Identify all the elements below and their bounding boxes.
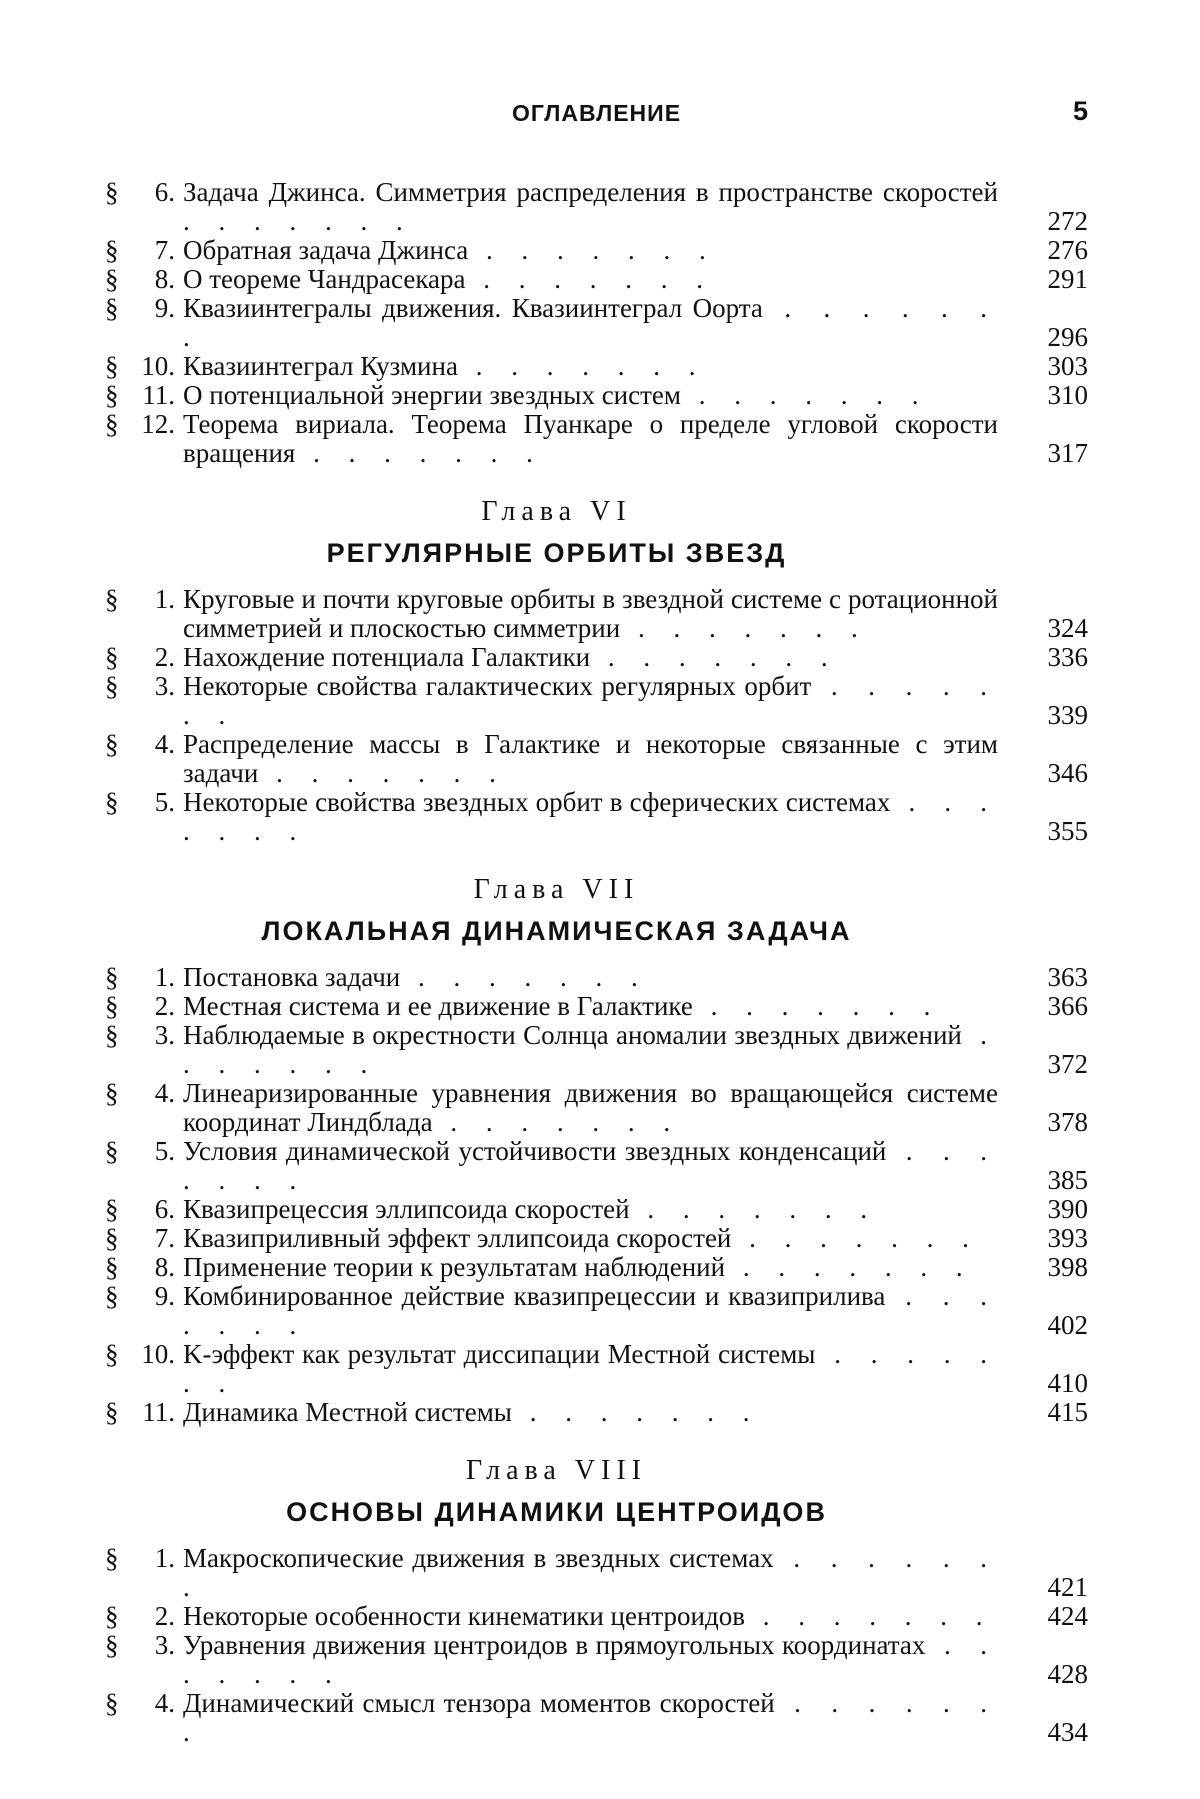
section-title: Распределение массы в Галактике и некоторые связанные с этим задачи: [183, 729, 998, 788]
section-symbol: §: [105, 1630, 119, 1660]
dot-leader: . . . . . . .: [731, 1223, 980, 1253]
section-title: Квазиприливный эффект эллипсоида скоростей: [183, 1223, 732, 1253]
chapter-heading: Глава VIII: [466, 1455, 647, 1486]
toc-entry: [105, 1079, 1088, 1137]
section-title-cell: [183, 178, 1008, 236]
dot-leader: . . . . . . .: [725, 1252, 974, 1282]
section-number: 8.: [154, 1252, 175, 1282]
section-symbol: §: [105, 1252, 119, 1282]
section-title: Применение теории к результатам наблюдений: [183, 1252, 726, 1282]
section-title: Теорема вириала. Теорема Пуанкаре о пределе угловой скорости вращения: [183, 409, 998, 468]
toc-entry: [105, 1253, 1088, 1282]
dot-leader: . . . . . . .: [457, 351, 707, 381]
section-title: Условия динамической устойчивости звездных конденсаций: [183, 1136, 887, 1166]
section-title-cell: [183, 236, 1008, 265]
page-ref: 317: [1047, 438, 1088, 468]
section-symbol: §: [105, 1223, 119, 1253]
section-number: 6.: [154, 1194, 175, 1224]
toc-entry: [105, 1195, 1088, 1224]
page-ref: 398: [1047, 1252, 1088, 1282]
running-title: ОГЛАВЛЕНИЕ: [511, 100, 682, 126]
section-number: 11.: [142, 1397, 175, 1427]
section-number: 4.: [154, 1078, 175, 1108]
section-number: 7.: [154, 1223, 175, 1253]
dot-leader: . . . . . . .: [183, 1630, 998, 1689]
section-title: Задача Джинса. Симметрия распределения в пространстве скоростей: [183, 177, 998, 207]
section-number: 8.: [154, 264, 175, 294]
toc-entry: [105, 643, 1088, 672]
page-ref: 428: [1047, 1659, 1088, 1689]
section-number: 2.: [154, 1601, 175, 1631]
page-ref: 363: [1047, 962, 1088, 992]
page-ref: 393: [1047, 1223, 1088, 1253]
section-title-cell: [183, 265, 1008, 294]
dot-leader: . . . . . . .: [183, 206, 414, 236]
dot-leader: . . . . . . .: [590, 642, 839, 672]
section-title-cell: [183, 1224, 1008, 1253]
dot-leader: . . . . . . .: [258, 758, 507, 788]
dot-leader: . . . . . . .: [620, 613, 869, 643]
section-title: K-эффект как результат диссипации Местной системы: [183, 1339, 816, 1369]
section-number: 7.: [154, 235, 175, 265]
page-ref: 324: [1047, 613, 1088, 643]
dot-leader: . . . . . . .: [183, 1136, 998, 1195]
section-title-cell: [183, 1340, 1008, 1398]
section-title: Динамический смысл тензора моментов скоростей: [183, 1688, 775, 1718]
section-title-cell: [183, 1253, 1008, 1282]
page-ref: 402: [1047, 1310, 1088, 1340]
section-title-cell: [183, 1631, 1008, 1689]
page-ref: 291: [1047, 264, 1088, 294]
section-title-cell: [183, 585, 1008, 643]
section-symbol: §: [105, 177, 119, 207]
chapter-heading: Глава VI: [481, 496, 632, 527]
section-symbol: §: [105, 962, 119, 992]
toc-entry: [105, 1398, 1088, 1427]
section-symbol: §: [105, 991, 119, 1021]
page-ref: 378: [1047, 1107, 1088, 1137]
section-number: 4.: [154, 729, 175, 759]
section-number: 10.: [141, 351, 175, 381]
section-symbol: §: [105, 671, 119, 701]
section-title-cell: [183, 381, 1008, 410]
section-number: 12.: [141, 409, 175, 439]
toc-entry: [105, 1282, 1088, 1340]
page-ref: 434: [1047, 1717, 1088, 1747]
section-title-cell: [183, 1079, 1008, 1137]
toc-entry: [105, 672, 1088, 730]
section-symbol: §: [105, 1281, 119, 1311]
section-title: Макроскопические движения в звездных системах: [183, 1543, 774, 1573]
section-title-cell: [183, 294, 1008, 352]
toc-entry: [105, 1631, 1088, 1689]
section-symbol: §: [105, 1543, 119, 1573]
toc-entry: [105, 788, 1088, 846]
section-number: 4.: [154, 1688, 175, 1718]
section-number: 9.: [154, 1281, 175, 1311]
section-title: Комбинированное действие квазипрецессии и квазиприлива: [183, 1281, 886, 1311]
section-number: 1.: [154, 584, 175, 614]
section-title-cell: [183, 1137, 1008, 1195]
page-ref: 372: [1047, 1049, 1088, 1079]
toc-entry: [105, 730, 1088, 788]
section-title: Уравнения движения центроидов в прямоугольных координатах: [183, 1630, 926, 1660]
section-title-cell: [183, 963, 1008, 992]
toc-entry: [105, 294, 1088, 352]
section-symbol: §: [105, 1194, 119, 1224]
section-title: Наблюдаемые в окрестности Солнца аномалии звездных движений: [183, 1020, 962, 1050]
page-ref: 336: [1047, 642, 1088, 672]
toc-entry: [105, 963, 1088, 992]
section-symbol: §: [105, 293, 119, 323]
page-ref: 303: [1047, 351, 1088, 381]
section-symbol: §: [105, 409, 119, 439]
chapter-heading: Глава VII: [473, 874, 640, 905]
toc-entry: [105, 585, 1088, 643]
section-title-cell: [183, 352, 1008, 381]
page-ref: 424: [1047, 1601, 1088, 1631]
dot-leader: . . . . . . .: [183, 1543, 999, 1602]
section-number: 1.: [154, 1543, 175, 1573]
page-ref: 390: [1047, 1194, 1088, 1224]
dot-leader: . . . . . . .: [692, 991, 942, 1021]
toc-entry: [105, 1340, 1088, 1398]
page-ref: 276: [1047, 235, 1088, 265]
dot-leader: . . . . . . .: [295, 438, 544, 468]
toc-entry: [105, 236, 1088, 265]
toc-entry: [105, 992, 1088, 1021]
section-title-cell: [183, 1195, 1008, 1224]
dot-leader: . . . . . . .: [183, 293, 998, 352]
page-number: 5: [1072, 96, 1088, 126]
page-ref: 355: [1047, 816, 1088, 846]
section-symbol: §: [105, 584, 119, 614]
section-symbol: §: [105, 1688, 119, 1718]
dot-leader: . . . . . . .: [183, 1688, 998, 1747]
toc-entry: [105, 410, 1088, 468]
page-ref: 410: [1047, 1368, 1088, 1398]
section-title-cell: [183, 1021, 1008, 1079]
chapter-title: ЛОКАЛЬНАЯ ДИНАМИЧЕСКАЯ ЗАДАЧА: [261, 916, 852, 946]
section-number: 3.: [154, 1630, 175, 1660]
section-symbol: §: [105, 787, 119, 817]
toc-entry: [105, 178, 1088, 236]
section-symbol: §: [105, 1397, 119, 1427]
page-ref: 415: [1047, 1397, 1088, 1427]
page-ref: 385: [1047, 1165, 1088, 1195]
dot-leader: . . . . . . .: [183, 1020, 998, 1079]
section-symbol: §: [105, 380, 119, 410]
section-title-cell: [183, 1398, 1008, 1427]
dot-leader: . . . . . . .: [465, 264, 715, 294]
section-number: 11.: [142, 380, 175, 410]
section-title: Некоторые свойства галактических регулярных орбит: [183, 671, 812, 701]
section-title-cell: [183, 1282, 1008, 1340]
section-symbol: §: [105, 264, 119, 294]
toc-entry: [105, 1224, 1088, 1253]
page-ref: 346: [1047, 758, 1088, 788]
section-number: 5.: [154, 1136, 175, 1166]
dot-leader: . . . . . . .: [629, 1194, 879, 1224]
dot-leader: . . . . . . .: [183, 1281, 998, 1340]
page-ref: 339: [1047, 700, 1088, 730]
section-number: 2.: [154, 642, 175, 672]
toc-entry: [105, 352, 1088, 381]
section-title-cell: [183, 788, 1008, 846]
dot-leader: . . . . . . .: [183, 1339, 999, 1398]
toc-entry: [105, 1021, 1088, 1079]
section-symbol: §: [105, 1339, 119, 1369]
chapter-title: ОСНОВЫ ДИНАМИКИ ЦЕНТРОИДОВ: [286, 1497, 827, 1527]
section-title-cell: [183, 730, 1008, 788]
section-number: 3.: [154, 671, 175, 701]
section-number: 3.: [154, 1020, 175, 1050]
dot-leader: . . . . . . .: [183, 671, 998, 730]
toc-entry: [105, 265, 1088, 294]
section-title-cell: [183, 410, 1008, 468]
section-symbol: §: [105, 1020, 119, 1050]
toc-entry: [105, 1689, 1088, 1747]
section-title: Динамика Местной системы: [183, 1397, 512, 1427]
section-title-cell: [183, 643, 1008, 672]
section-symbol: §: [105, 1136, 119, 1166]
section-title-cell: [183, 992, 1008, 1021]
section-title: Квазиинтеграл Кузмина: [183, 351, 458, 381]
running-header: [105, 96, 1088, 140]
section-number: 9.: [154, 293, 175, 323]
dot-leader: . . . . . . .: [744, 1601, 994, 1631]
page-ref: 421: [1047, 1572, 1088, 1602]
section-symbol: §: [105, 1078, 119, 1108]
section-title: Квазипрецессия эллипсоида скоростей: [183, 1194, 630, 1224]
dot-leader: . . . . . . .: [468, 235, 717, 265]
toc-entry: [105, 1137, 1088, 1195]
section-title: Некоторые свойства звездных орбит в сферических системах: [183, 787, 891, 817]
dot-leader: . . . . . . .: [183, 787, 999, 846]
section-title: Круговые и почти круговые орбиты в звездной системе с ротационной симметрией и плоскостью симметрии: [183, 584, 998, 643]
page-ref: 310: [1047, 380, 1088, 410]
dot-leader: . . . . . . .: [680, 380, 930, 410]
section-number: 6.: [154, 177, 175, 207]
table-of-contents: [105, 178, 1088, 1747]
section-title: Некоторые особенности кинематики центроидов: [183, 1601, 745, 1631]
section-symbol: §: [105, 642, 119, 672]
section-symbol: §: [105, 1601, 119, 1631]
chapter-title: РЕГУЛЯРНЫЕ ОРБИТЫ ЗВЕЗД: [326, 538, 787, 568]
section-title-cell: [183, 1602, 1008, 1631]
section-symbol: §: [105, 729, 119, 759]
section-number: 2.: [154, 991, 175, 1021]
section-number: 10.: [141, 1339, 175, 1369]
page-ref: 366: [1047, 991, 1088, 1021]
toc-entry: [105, 1602, 1088, 1631]
section-title: Линеаризированные уравнения движения во вращающейся системе координат Линдблада: [183, 1078, 998, 1137]
section-symbol: §: [105, 351, 119, 381]
section-symbol: §: [105, 235, 119, 265]
section-title: Обратная задача Джинса: [183, 235, 469, 265]
dot-leader: . . . . . . .: [432, 1107, 682, 1137]
dot-leader: . . . . . . .: [400, 962, 649, 992]
section-title: Местная система и ее движение в Галактике: [183, 991, 693, 1021]
section-title: Нахождение потенциала Галактики: [183, 642, 591, 672]
section-title-cell: [183, 1689, 1008, 1747]
section-number: 5.: [154, 787, 175, 817]
page-ref: 272: [1047, 206, 1088, 236]
section-title-cell: [183, 1544, 1008, 1602]
section-number: 1.: [154, 962, 175, 992]
page-ref: 296: [1047, 322, 1088, 352]
section-title-cell: [183, 672, 1008, 730]
dot-leader: . . . . . . .: [511, 1397, 761, 1427]
toc-entry: [105, 381, 1088, 410]
toc-entry: [105, 1544, 1088, 1602]
section-title: Постановка задачи: [183, 962, 401, 992]
section-title: Квазиинтегралы движения. Квазиинтеграл Оорта: [183, 293, 763, 323]
section-title: О теореме Чандрасекара: [183, 264, 466, 294]
section-title: О потенциальной энергии звездных систем: [183, 380, 681, 410]
